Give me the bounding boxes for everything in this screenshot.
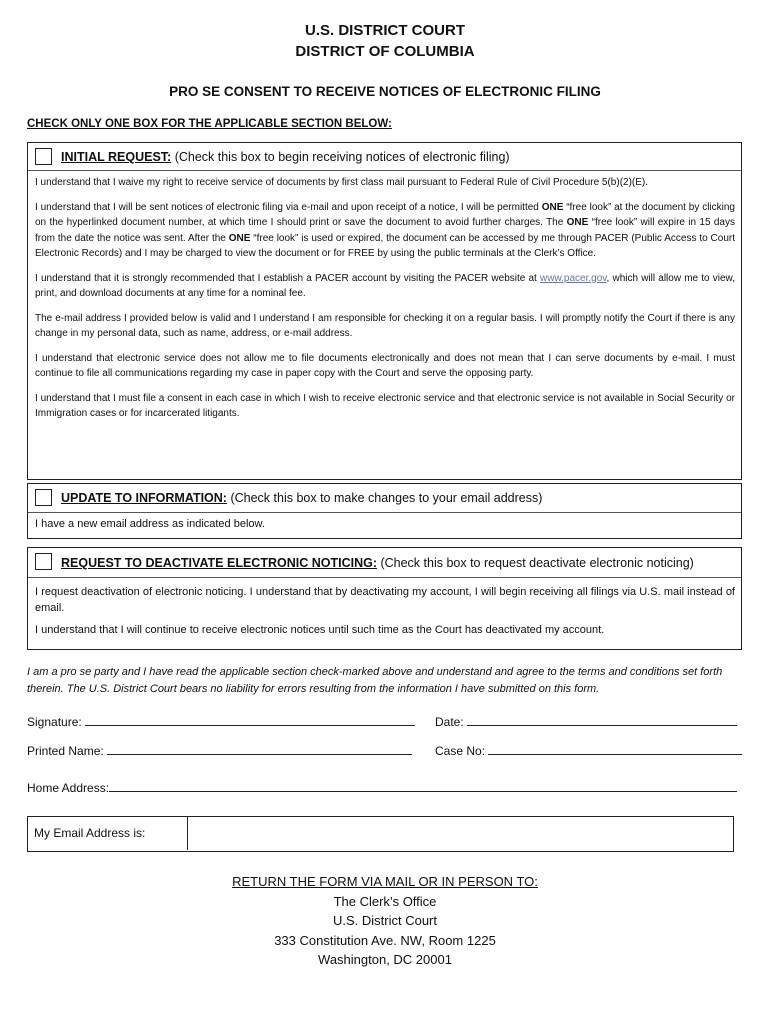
initial-request-checkbox[interactable] bbox=[35, 148, 52, 165]
email-input[interactable] bbox=[188, 817, 733, 850]
paragraph: I understand that I must file a consent in each case in which I wish to receive electronic service and that electronic service is not available in Social Security or Immigration cases or for incarcerated litigants. bbox=[35, 392, 735, 419]
return-address-block bbox=[0, 872, 770, 970]
deactivate-checkbox[interactable] bbox=[35, 553, 52, 570]
return-line: 333 Constitution Ave. NW, Room 1225 bbox=[274, 932, 496, 948]
update-information-checkbox[interactable] bbox=[35, 489, 52, 506]
date-field[interactable]: Date: bbox=[435, 714, 737, 729]
section-body bbox=[28, 171, 741, 479]
section-title: REQUEST TO DEACTIVATE ELECTRONIC NOTICING: (Check this box to request deactivate electronic noticing) bbox=[61, 556, 694, 570]
paragraph: I have a new email address as indicated below. bbox=[35, 518, 265, 530]
email-address-box bbox=[27, 816, 734, 852]
paragraph: I understand that I will be sent notices of electronic filing via e-mail and upon receipt of a notice, I will be permitted ONE “free look” at the document by clicking on the hyperlinked document number, at which time I should print or save the document to avoid further charges. The ONE “free look” will expire in 15 days from the date the notice was sent. After the ONE “free look” is used or expired, the document can be accessed by me through PACER (Public Access to Court Electronic Records) and I may be charged to view the document or for FREE by using the public terminals at the Clerk’s Office. bbox=[35, 201, 736, 259]
paragraph: The e-mail address I provided below is valid and I understand I am responsible for checking it on a regular basis. I will promptly notify the Court if there is any change in my personal data, such as name, address, or e-mail address. bbox=[35, 312, 735, 339]
pacer-link[interactable]: www.pacer.gov bbox=[540, 272, 607, 284]
section-header bbox=[28, 143, 741, 171]
section-body bbox=[28, 513, 741, 537]
section-title: INITIAL REQUEST: (Check this box to begin receiving notices of electronic filing) bbox=[61, 150, 510, 164]
paragraph: I understand that I will continue to receive electronic notices until such time as the Court has deactivated my account. bbox=[35, 624, 605, 636]
home-address-field[interactable]: Home Address: bbox=[27, 780, 737, 795]
paragraph: I understand that it is strongly recommended that I establish a PACER account by visiting the PACER website at www.pacer.gov, which will allow me to view, print, and download documents at any time for a nominal fee. bbox=[35, 272, 736, 299]
email-label: My Email Address is: bbox=[28, 817, 188, 850]
section-body bbox=[28, 578, 741, 642]
district-name: DISTRICT OF COLUMBIA bbox=[295, 43, 475, 60]
paragraph: I understand that I waive my right to receive service of documents by first class mail pursuant to Federal Rule of Civil Procedure 5(b)(2)(E). bbox=[35, 177, 649, 188]
return-line: U.S. District Court bbox=[332, 913, 437, 928]
return-title: RETURN THE FORM VIA MAIL OR IN PERSON TO: bbox=[232, 874, 538, 889]
section-header bbox=[28, 548, 741, 578]
paragraph: I understand that electronic service does not allow me to file documents electronically and does not mean that I can serve documents by e-mail. I must continue to file all communications regarding my case in paper copy with the Court and serve the opposing party. bbox=[35, 352, 735, 379]
paragraph: I request deactivation of electronic noticing. I understand that by deactivating my account, I will begin receiving all filings via U.S. mail instead of email. bbox=[35, 586, 735, 614]
form-title: PRO SE CONSENT TO RECEIVE NOTICES OF ELECTRONIC FILING bbox=[169, 84, 601, 99]
printed-name-field[interactable]: Printed Name: bbox=[27, 743, 412, 758]
return-line: Washington, DC 20001 bbox=[318, 952, 452, 967]
section-header bbox=[28, 484, 741, 513]
section-deactivate-noticing bbox=[27, 547, 742, 650]
section-update-information bbox=[27, 483, 742, 539]
case-number-field[interactable]: Case No: bbox=[435, 743, 742, 758]
agreement-statement: I am a pro se party and I have read the applicable section check-marked above and understand and agree to the terms and conditions set forth therein. The U.S. District Court bears no liability for errors resulting from the information I have submitted on this form. bbox=[27, 666, 723, 695]
return-line: The Clerk’s Office bbox=[333, 893, 437, 909]
instruction-line: CHECK ONLY ONE BOX FOR THE APPLICABLE SECTION BELOW: bbox=[27, 118, 392, 130]
section-initial-request bbox=[27, 142, 742, 480]
section-title: UPDATE TO INFORMATION: (Check this box to make changes to your email address) bbox=[61, 491, 543, 505]
signature-field[interactable]: Signature: bbox=[27, 714, 415, 729]
court-name: U.S. DISTRICT COURT bbox=[305, 22, 465, 39]
